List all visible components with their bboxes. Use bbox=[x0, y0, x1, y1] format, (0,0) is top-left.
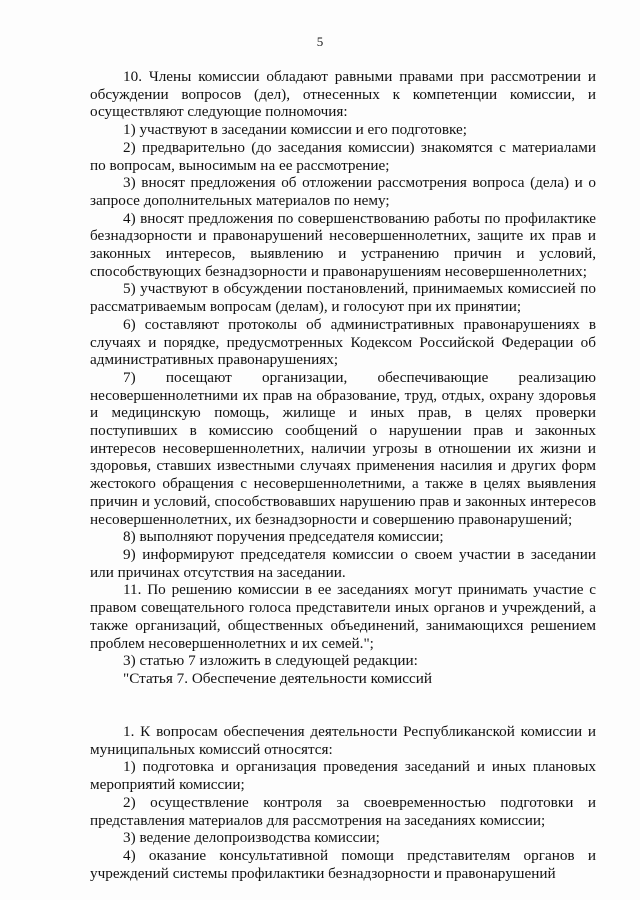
list-item: 5) участвуют в обсуждении постановлений, принимаемых комиссией по рассматриваемым вопросам (делам), и голосуют при их принятии; bbox=[90, 280, 596, 316]
list-item: 3) вносят предложения об отложении рассмотрения вопроса (дела) и о запросе дополнительных материалов по нему; bbox=[90, 174, 596, 209]
list-item: 9) информируют председателя комиссии о своем участии в заседании или причинах отсутствия на заседании. bbox=[90, 545, 596, 581]
blank-line bbox=[90, 688, 596, 706]
list-item: 8) выполняют поручения председателя комиссии; bbox=[123, 528, 444, 546]
paragraph-11: 11. По решению комиссии в ее заседаниях могут принимать участие с правом совещательного голоса представители иных органов и учреждений, а также организаций, общественных объединений, занимающихся решением проблем несовершеннолетних и их семей."; bbox=[90, 581, 596, 652]
article-heading: "Статья 7. Обеспечение деятельности комиссий bbox=[123, 669, 432, 687]
list-item: 7) посещают организации, обеспечивающие реализацию несовершеннолетними их прав на образование, труд, отдых, охрану здоровья и медицинскую помощь, жилище и иных прав, в целях проверки поступивших в комиссию сообщений о нарушении прав и законных интересов несовершеннолетних, наличии угрозы в отношении их жизни и здоровья, ставших известными случаях применения насилия и других форм жестокого обращения с несовершеннолетними, а также в целях выявления причин и условий, способствовавших нарушению прав и законных интересов несовершеннолетних, их безнадзорности и совершению правонарушений; bbox=[90, 368, 596, 528]
list-item: 2) осуществление контроля за своевременностью подготовки и представления материалов для рассмотрения на заседаниях комиссии; bbox=[90, 793, 596, 829]
article-paragraph-1: 1. К вопросам обеспечения деятельности Республиканской комиссии и муниципальных комиссий относятся: bbox=[90, 722, 596, 758]
amendment-item: 3) статью 7 изложить в следующей редакции: bbox=[123, 652, 418, 670]
paragraph-10: 10. Члены комиссии обладают равными правами при рассмотрении и обсуждении вопросов (дел), отнесенных к компетенции комиссии, и осуществляют следующие полномочия: bbox=[90, 68, 596, 121]
list-item: 3) ведение делопроизводства комиссии; bbox=[123, 829, 380, 847]
list-item: 1) подготовка и организация проведения заседаний и иных плановых мероприятий комиссии; bbox=[90, 758, 596, 794]
list-item: 4) вносят предложения по совершенствованию работы по профилактике безнадзорности и правонарушений несовершеннолетних, защите их прав и законных интересов, выявлению и устранению причин и условий, способствующих безнадзорности и правонарушениям несовершеннолетних; bbox=[90, 209, 596, 280]
list-item: 4) оказание консультативной помощи представителям органов и учреждений системы профилактики безнадзорности и правонарушений bbox=[90, 846, 596, 882]
blank-line bbox=[90, 705, 596, 723]
document-body bbox=[90, 68, 596, 882]
page-number: 5 bbox=[316, 34, 324, 49]
list-item: 6) составляют протоколы об административных правонарушениях в случаях и порядке, предусмотренных Кодексом Российской Федерации об административных правонарушениях; bbox=[90, 315, 596, 369]
list-item: 2) предварительно (до заседания комиссии) знакомятся с материалами по вопросам, выносимым на ее рассмотрение; bbox=[90, 138, 596, 174]
list-item: 1) участвуют в заседании комиссии и его подготовке; bbox=[123, 121, 467, 139]
